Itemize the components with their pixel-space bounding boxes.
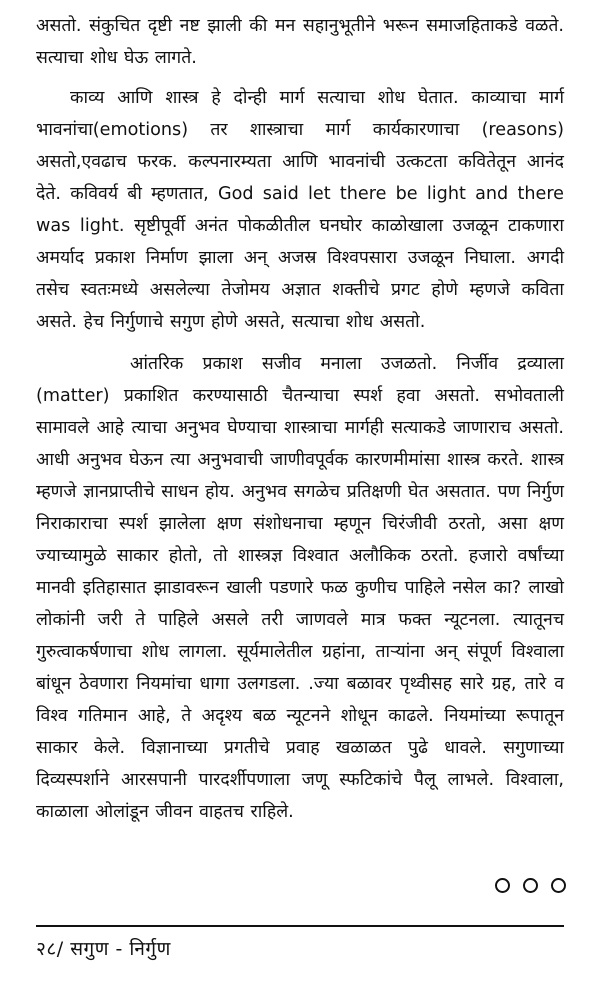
footer-divider xyxy=(36,925,564,927)
paragraph-2: काव्य आणि शास्त्र हे दोन्ही मार्ग सत्याचा शोध घेतात. काव्याचा मार्ग भावनांचा(emotions) तर शास्त्राचा मार्ग कार्यकारणाचा (reasons) असतो,एवढाच फरक. कल्पनारम्यता आणि भावनांची उत्कटता कवितेतून आनंद देते. कविवर्य बी म्हणतात, God said let there be light and there was light. सृष्टीपूर्वी अनंत पोकळीतील घनघोर काळोखाला उजळून टाकणारा अमर्याद प्रकाश निर्माण झाला अन् अजस्र विश्वपसारा उजळून निघाला. अगदी तसेच स्वतःमध्ये असलेल्या तेजोमय अज्ञात शक्तीचे प्रगट होणे म्हणजे कविता असते. हेच निर्गुणाचे सगुण होणे असते, सत्याचा शोध असतो. xyxy=(36,88,564,332)
paragraph-1: असतो. संकुचित दृष्टी नष्ट झाली की मन सहानुभूतीने भरून समाजहिताकडे वळते. सत्याचा शोध घेऊ लागते. xyxy=(36,16,564,68)
end-mark-circle-icon xyxy=(523,878,538,893)
end-mark-circle-icon xyxy=(495,878,510,893)
page-body xyxy=(36,10,564,828)
end-mark-circle-icon xyxy=(551,878,566,893)
paragraph-3: आंतरिक प्रकाश सजीव मनाला उजळतो. निर्जीव द्रव्याला (matter) प्रकाशित करण्यासाठी चैतन्याचा स्पर्श हवा असतो. सभोवताली सामावले आहे त्याचा अनुभव घेण्याचा शास्त्राचा मार्गही सत्याकडे जाणाराच असतो. आधी अनुभव घेऊन त्या अनुभवाची जाणीवपूर्वक कारणमीमांसा शास्त्र करते. शास्त्र म्हणजे ज्ञानप्राप्तीचे साधन होय. अनुभव सगळेच प्रतिक्षणी घेत असतात. पण निर्गुण निराकाराचा स्पर्श झालेला क्षण संशोधनाचा म्हणून चिरंजीवी ठरतो, असा क्षण ज्याच्यामुळे साकार होतो, तो शास्त्रज्ञ विश्वात अलौकिक ठरतो. हजारो वर्षांच्या मानवी इतिहासात झाडावरून खाली पडणारे फळ कुणीच पाहिले नसेल का? लाखो लोकांनी जरी ते पाहिले असले तरी जाणवले मात्र फक्त न्यूटनला. त्यातूनच गुरुत्वाकर्षणाचा शोध लागला. सूर्यमालेतील ग्रहांना, ताऱ्यांना अन् संपूर्ण विश्वाला बांधून ठेवणारा नियमांचा धागा उलगडला. .ज्या बळावर पृथ्वीसह सारे ग्रह, तारे व विश्व गतिमान आहे, ते अदृश्य बळ न्यूटनने शोधून काढले. नियमांच्या रूपातून साकार केले. विज्ञानाच्या प्रगतीचे प्रवाह खळाळत पुढे धावले. सगुणाच्या दिव्यस्पर्शाने आरसपानी पारदर्शीपणाला जणू स्फटिकांचे पैलू लाभले. विश्वाला, काळाला ओलांडून जीवन वाहतच राहिले. xyxy=(36,354,564,822)
section-end-marks xyxy=(495,878,566,893)
page-footer: २८/ सगुण - निर्गुण xyxy=(36,938,171,960)
